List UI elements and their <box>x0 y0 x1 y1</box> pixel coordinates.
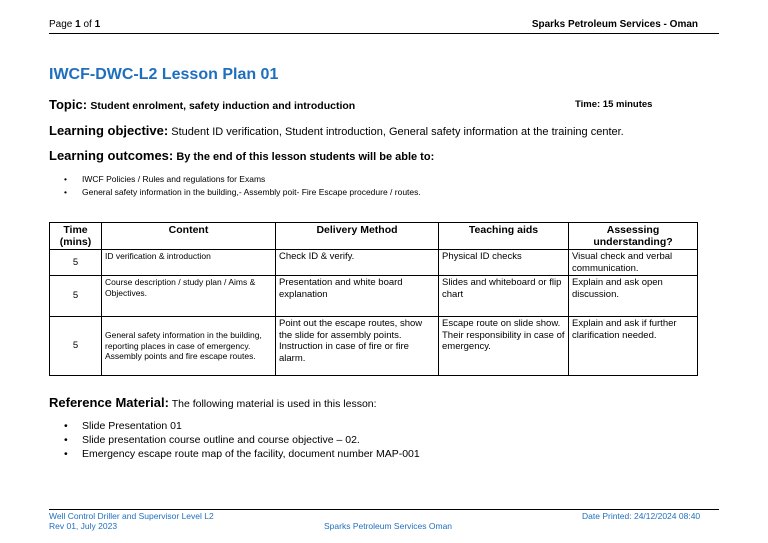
table-cell: Explain and ask if further clarification needed. <box>569 317 698 376</box>
lesson-plan-table <box>49 222 698 376</box>
page-number: Page 1 of 1 <box>49 19 101 30</box>
table-cell: Course description / study plan / Aims & Objectives. <box>102 276 276 317</box>
document-title: IWCF-DWC-L2 Lesson Plan 01 <box>49 66 279 83</box>
table-cell: 5 <box>50 276 102 317</box>
list-item: • Slide presentation course outline and course objective – 02. <box>64 433 420 447</box>
lesson-time: Time: 15 minutes <box>575 99 653 110</box>
objective-label: Learning objective: <box>49 123 169 138</box>
footer-divider <box>49 509 719 510</box>
table-row <box>50 276 698 317</box>
table-row <box>50 250 698 276</box>
footer-company: Sparks Petroleum Services Oman <box>324 521 453 531</box>
header-divider <box>49 33 719 34</box>
topic-label: Topic: <box>49 97 88 112</box>
table-cell: Point out the escape routes, show the slide for assembly points. Instruction in case of fire or fire alarm. <box>276 317 439 376</box>
table-cell: Physical ID checks <box>439 250 569 276</box>
reference-label: Reference Material: <box>49 395 169 410</box>
table-row <box>50 317 698 376</box>
column-header: Teaching aids <box>439 223 569 250</box>
column-header: Assessing understanding? <box>569 223 698 250</box>
table-header-row <box>50 223 698 250</box>
learning-outcomes <box>49 148 434 163</box>
reference-material <box>49 395 377 410</box>
table-cell: Check ID & verify. <box>276 250 439 276</box>
learning-objective <box>49 123 624 138</box>
list-item: • Slide Presentation 01 <box>64 419 420 433</box>
reference-value: The following material is used in this lesson: <box>171 398 377 410</box>
column-header: Delivery Method <box>276 223 439 250</box>
list-item: • IWCF Policies / Rules and regulations for Exams <box>64 173 421 186</box>
topic-value: Student enrolment, safety induction and introduction <box>90 100 356 112</box>
list-item: • General safety information in the building,- Assembly poit- Fire Escape procedure / routes. <box>64 186 421 199</box>
footer-revision: Rev 01, July 2023 <box>49 521 118 531</box>
outcomes-list <box>64 173 421 199</box>
table-cell: Explain and ask open discussion. <box>569 276 698 317</box>
table-cell: Visual check and verbal communication. <box>569 250 698 276</box>
table-cell: 5 <box>50 250 102 276</box>
footer-date-printed: Date Printed: 24/12/2024 08:40 <box>582 511 701 521</box>
reference-list <box>64 419 420 461</box>
column-header: Content <box>102 223 276 250</box>
footer-course: Well Control Driller and Supervisor Level L2 <box>49 511 214 521</box>
table-cell: Escape route on slide show. Their responsibility in case of emergency. <box>439 317 569 376</box>
outcomes-label: Learning outcomes: <box>49 148 174 163</box>
table-cell: Slides and whiteboard or flip chart <box>439 276 569 317</box>
table-cell: General safety information in the building, reporting places in case of emergency. Assembly points and fire escape routes. <box>102 317 276 376</box>
header-company: Sparks Petroleum Services - Oman <box>531 19 698 30</box>
table-cell: Presentation and white board explanation <box>276 276 439 317</box>
table-cell: 5 <box>50 317 102 376</box>
objective-value: Student ID verification, Student introduction, General safety information at the training center. <box>171 126 624 138</box>
column-header: Time (mins) <box>50 223 102 250</box>
list-item: • Emergency escape route map of the facility, document number MAP-001 <box>64 447 420 461</box>
topic-line <box>49 97 355 112</box>
table-cell: ID verification & introduction <box>102 250 276 276</box>
outcomes-value: By the end of this lesson students will be able to: <box>176 151 435 163</box>
